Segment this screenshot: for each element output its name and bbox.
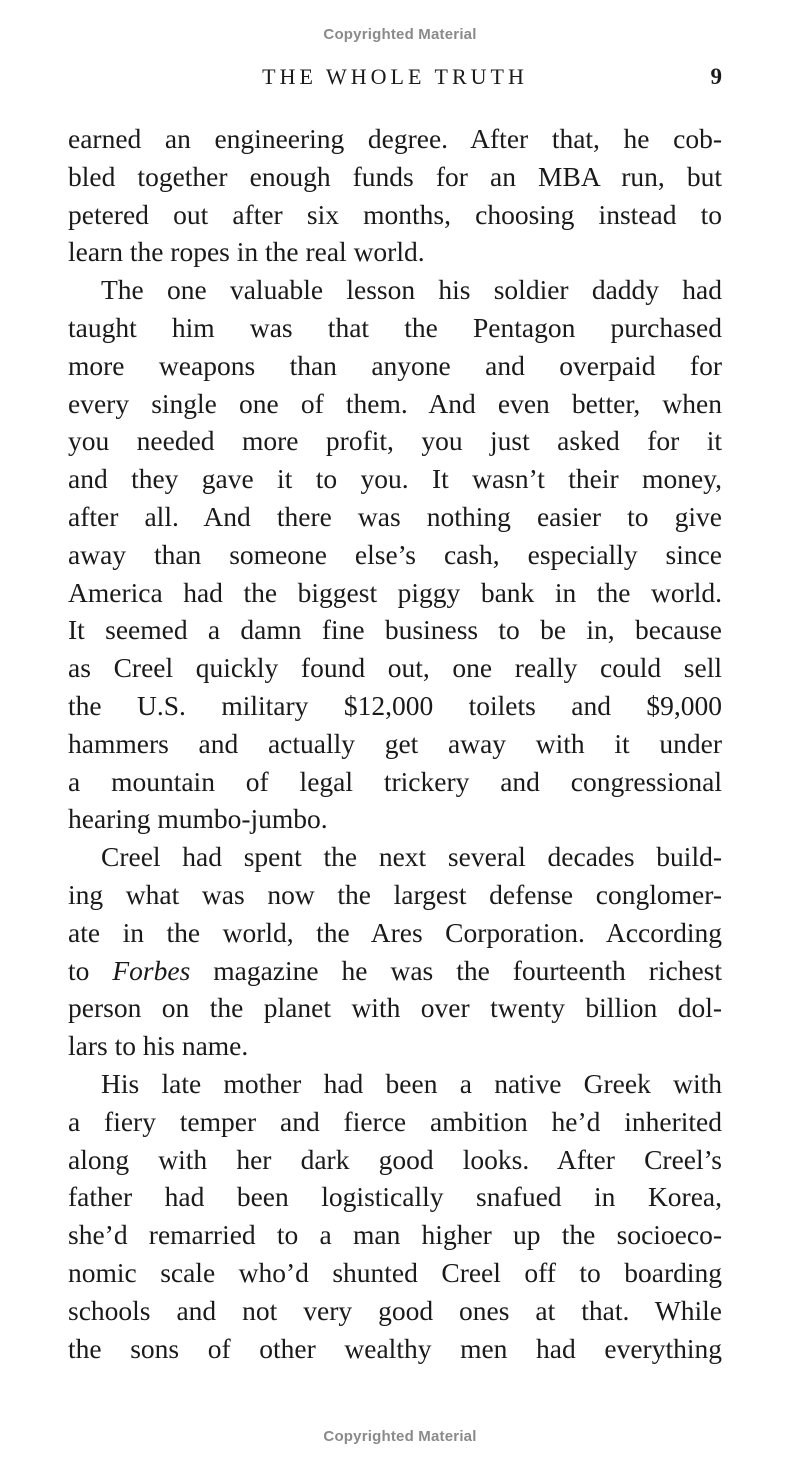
text-line: the sons of other wealthy men had everything (68, 1332, 722, 1364)
text-line: earned an engineering degree. After that, he cob- (68, 123, 722, 154)
text-fragment: to (68, 954, 113, 986)
text-line: It seemed a damn fine business to be in, because (68, 614, 722, 646)
text-line: ing what was now the largest defense conglomer- (68, 878, 722, 910)
text-line: bled together enough funds for an MBA run, but (68, 160, 722, 192)
text-fragment: magazine he was the fourteenth richest (190, 954, 722, 986)
text-line: a mountain of legal trickery and congressional (68, 765, 722, 797)
text-line: away than someone else’s cash, especially since (68, 538, 722, 570)
paragraph-4 (68, 1065, 722, 1367)
text-line: The one valuable lesson his soldier daddy had (101, 274, 722, 306)
paragraph-2 (68, 271, 722, 838)
text-line: every single one of them. And even better, when (68, 387, 722, 419)
text-line: the U.S. military $12,000 toilets and $9,000 (68, 689, 722, 721)
text-line: petered out after six months, choosing instead to (68, 198, 722, 230)
text-line: hearing mumbo-jumbo. (68, 803, 328, 835)
text-line: person on the planet with over twenty billion dol- (68, 992, 722, 1024)
page-body (68, 120, 722, 1367)
paragraph-1 (68, 120, 722, 271)
text-line: learn the ropes in the real world. (68, 236, 425, 268)
text-line: after all. And there was nothing easier to give (68, 500, 722, 532)
running-head (68, 64, 722, 94)
text-line: she’d remarried to a man higher up the socioeco- (68, 1219, 722, 1251)
paragraph-3 (68, 838, 722, 1065)
text-line: His late mother had been a native Greek with (101, 1067, 722, 1099)
text-line: and they gave it to you. It wasn’t their money, (68, 463, 722, 495)
text-line: Creel had spent the next several decades build- (101, 841, 722, 873)
text-line: taught him was that the Pentagon purchased (68, 311, 722, 343)
text-line: father had been logistically snafued in Korea, (68, 1181, 722, 1213)
text-line-with-italic (68, 952, 722, 990)
text-line: more weapons than anyone and overpaid for (68, 349, 722, 381)
page-number: 9 (710, 64, 722, 89)
publication-title: Forbes (112, 954, 191, 986)
text-line: a fiery temper and fierce ambition he’d inherited (68, 1105, 722, 1137)
copyright-watermark-bottom: Copyrighted Material (323, 1428, 477, 1445)
text-line: ate in the world, the Ares Corporation. According (68, 916, 722, 948)
text-line: America had the biggest piggy bank in the world. (68, 576, 722, 608)
text-line: lars to his name. (68, 1030, 249, 1062)
text-line: nomic scale who’d shunted Creel off to boarding (68, 1256, 722, 1288)
text-line: hammers and actually get away with it under (68, 727, 722, 759)
text-line: along with her dark good looks. After Creel’s (68, 1143, 722, 1175)
copyright-watermark-top: Copyrighted Material (323, 26, 477, 43)
running-title: THE WHOLE TRUTH (262, 64, 528, 89)
text-line: schools and not very good ones at that. While (68, 1294, 722, 1326)
text-line: as Creel quickly found out, one really could sell (68, 652, 722, 684)
text-line: you needed more profit, you just asked for it (68, 425, 722, 457)
